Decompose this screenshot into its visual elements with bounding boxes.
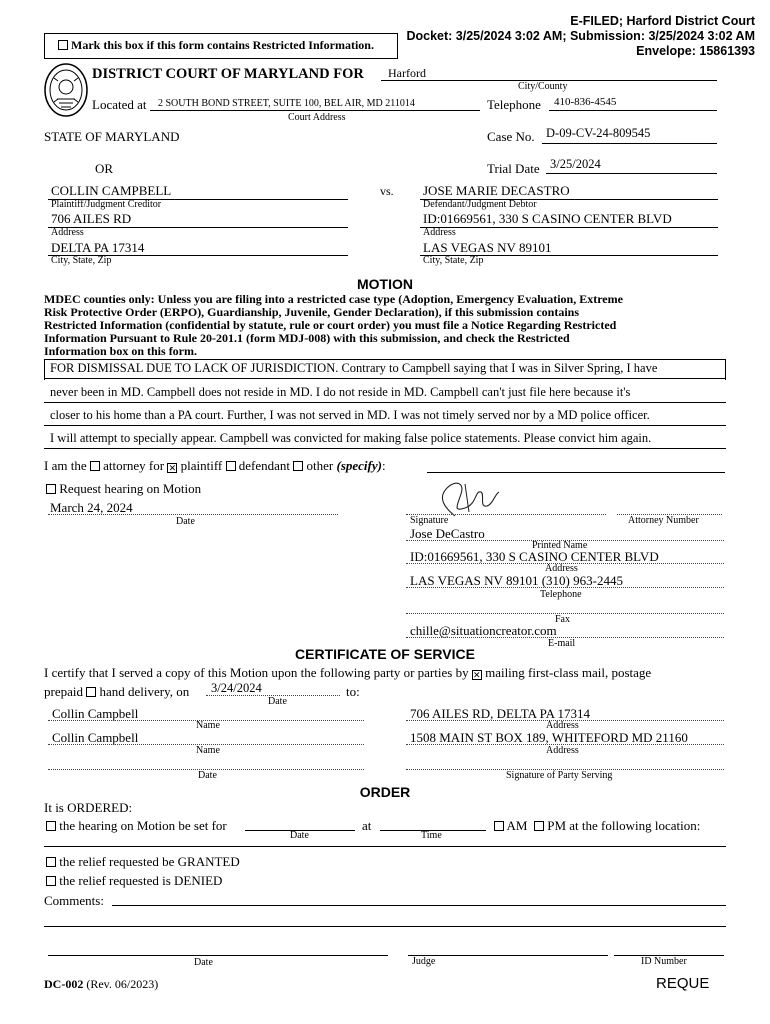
- trial-date-label: Trial Date: [487, 161, 540, 176]
- motion-date[interactable]: March 24, 2024: [50, 500, 133, 515]
- hearing-time-caption: Time: [421, 830, 442, 841]
- granted-checkbox[interactable]: [46, 857, 56, 867]
- attorney-for-label: attorney for: [103, 458, 165, 473]
- form-id: DC-002: [44, 977, 84, 991]
- motion-body-rule-1: [44, 378, 726, 379]
- defendant-address-line: [420, 227, 718, 228]
- case-no[interactable]: D-09-CV-24-809545: [546, 126, 651, 140]
- vs-label: vs.: [380, 184, 394, 198]
- party-role-row: I am the attorney for ✕ plaintiff defendant other (specify):: [44, 458, 386, 474]
- hearing-label: the hearing on Motion be set for: [59, 818, 227, 833]
- telephone-line: [549, 110, 717, 111]
- defendant-city-caption: City, State, Zip: [423, 255, 484, 266]
- hearing-date-caption: Date: [290, 830, 309, 841]
- plaintiff-checkbox[interactable]: ✕: [168, 464, 177, 474]
- mdec-notice-line-3: Restricted Information (confidential by statute, rule or court order) you must file a Notice Regarding Restricted: [44, 318, 617, 332]
- restricted-info-row: [58, 38, 374, 53]
- plaintiff-address-line: [48, 227, 348, 228]
- motion-date-caption: Date: [176, 516, 195, 527]
- state-of-maryland: STATE OF MARYLAND: [44, 129, 180, 144]
- motion-body-line-1[interactable]: FOR DISMISSAL DUE TO LACK OF JURISDICTION. Contrary to Campbell saying that I was in Silver Spring, I have: [50, 361, 658, 375]
- defendant-caption: Defendant/Judgment Debtor: [423, 199, 537, 210]
- hearing-row: [46, 818, 227, 834]
- defendant-name[interactable]: JOSE MARIE DECASTRO: [423, 183, 570, 198]
- motion-body-rule-2: [44, 402, 726, 403]
- motion-body-line-4[interactable]: I will attempt to specially appear. Campbell was convicted for making false police statements. Please convict him again.: [50, 431, 652, 445]
- mdec-notice-line-4: Information Pursuant to Rule 20-201.1 (form MDJ-008) with this submission, and check the Restricted: [44, 331, 570, 345]
- certificate-line-2: [44, 684, 189, 700]
- at-label: at: [362, 818, 372, 833]
- i-am-label: I am the: [44, 458, 87, 473]
- comments-line-2[interactable]: [44, 926, 726, 927]
- signer-email[interactable]: chille@situationcreator.com: [410, 623, 557, 638]
- defendant-address[interactable]: ID:01669561, 330 S CASINO CENTER BLVD: [423, 211, 672, 226]
- plaintiff-address[interactable]: 706 AILES RD: [51, 211, 132, 226]
- ordered-label: It is ORDERED:: [44, 800, 133, 815]
- denied-row: [46, 873, 222, 889]
- defendant-address-caption: Address: [423, 227, 456, 238]
- county-caption: City/County: [518, 81, 568, 92]
- defendant-city[interactable]: LAS VEGAS NV 89101: [423, 240, 552, 255]
- plaintiff-address-caption: Address: [51, 227, 84, 238]
- to-label: to:: [346, 684, 360, 699]
- served-name-2-caption: Name: [196, 745, 220, 756]
- denied-label: the relief requested is DENIED: [59, 873, 223, 888]
- printed-name[interactable]: Jose DeCastro: [410, 526, 485, 541]
- plaintiff-caption: Plaintiff/Judgment Creditor: [51, 199, 162, 210]
- mail-checkbox[interactable]: ✕: [473, 671, 481, 681]
- motion-date-line: [48, 514, 338, 515]
- defendant-checkbox[interactable]: [226, 461, 236, 471]
- efiled-line-3: Envelope: 15861393: [636, 44, 755, 58]
- reque-label: REQUE: [656, 975, 710, 992]
- trial-date[interactable]: 3/25/2024: [550, 157, 601, 171]
- comments-line-1[interactable]: [112, 905, 726, 906]
- motion-body-rule-4: [44, 448, 726, 449]
- efiled-line-1: E-FILED; Harford District Court: [570, 14, 755, 28]
- order-heading: ORDER: [359, 784, 411, 800]
- attorney-checkbox[interactable]: [90, 461, 100, 471]
- other-checkbox[interactable]: [293, 461, 303, 471]
- signer-city-phone[interactable]: LAS VEGAS NV 89101 (310) 963-2445: [410, 573, 623, 588]
- judge-line[interactable]: [408, 955, 608, 956]
- signer-phone-line: [406, 587, 724, 588]
- mail-label: mailing first-class mail, postage: [485, 665, 652, 680]
- certificate-line-1: [44, 665, 651, 681]
- court-address-line: [150, 110, 480, 111]
- order-date-caption: Date: [194, 957, 213, 968]
- court-county[interactable]: Harford: [388, 66, 426, 80]
- motion-heading: MOTION: [357, 276, 413, 292]
- or-label: OR: [95, 161, 114, 176]
- request-hearing-checkbox[interactable]: [46, 484, 56, 494]
- am-label: AM: [506, 818, 528, 833]
- efiled-stamp: [406, 14, 755, 59]
- located-at-label: Located at: [92, 97, 147, 112]
- mdec-notice-line-2: Risk Protective Order (ERPO), Guardianship, Juvenile, Gender Declaration), if this submission contains: [44, 305, 580, 319]
- trial-date-line: [546, 173, 717, 174]
- am-pm-row: [494, 818, 700, 834]
- plaintiff-label: plaintiff: [180, 458, 223, 473]
- mdec-notice: [44, 293, 623, 358]
- efiled-line-2: Docket: 3/25/2024 3:02 AM; Submission: 3/25/2024 3:02 AM: [406, 29, 755, 43]
- telephone-caption: Telephone: [540, 589, 582, 600]
- case-no-label: Case No.: [487, 129, 535, 144]
- form-footer: [44, 977, 158, 992]
- request-hearing-label: Request hearing on Motion: [59, 481, 202, 496]
- form-revision: (Rev. 06/2023): [86, 977, 159, 991]
- pm-label: PM at the following location:: [547, 818, 701, 833]
- motion-body-line-2[interactable]: never been in MD. Campbell does not reside in MD. I do not reside in MD. Campbell can't just file here because it's: [50, 385, 631, 399]
- order-date-line[interactable]: [48, 955, 388, 956]
- service-date[interactable]: 3/24/2024: [211, 681, 262, 695]
- fax-caption: Fax: [555, 614, 570, 625]
- mdec-notice-line-1: MDEC counties only: Unless you are filing into a restricted case type (Adoption, Emergency Evaluation, Extreme: [44, 292, 623, 306]
- judge-id-caption: ID Number: [641, 956, 687, 967]
- court-telephone[interactable]: 410-836-4545: [554, 96, 617, 108]
- plaintiff-name[interactable]: COLLIN CAMPBELL: [51, 183, 172, 198]
- granted-label: the relief requested be GRANTED: [59, 854, 240, 869]
- attorney-number-caption: Attorney Number: [628, 515, 699, 526]
- served-address-2[interactable]: 1508 MAIN ST BOX 189, WHITEFORD MD 21160: [410, 730, 688, 745]
- telephone-label: Telephone: [487, 97, 541, 112]
- motion-body-rule-3: [44, 425, 726, 426]
- specify-label: (specify): [336, 458, 382, 473]
- defendant-label: defendant: [238, 458, 291, 473]
- hand-delivery-checkbox[interactable]: [86, 687, 96, 697]
- motion-body-line-3[interactable]: closer to his home than a PA court. Further, I was not served in MD. I was not timely served nor by a MD police officer.: [50, 408, 650, 422]
- case-no-line: [542, 143, 717, 144]
- certificate-date-caption: Date: [198, 770, 217, 781]
- restricted-info-label: Mark this box if this form contains Restricted Information.: [71, 38, 374, 52]
- request-hearing-row: [46, 481, 201, 497]
- granted-row: [46, 854, 240, 870]
- comments-label: Comments:: [44, 893, 104, 908]
- plaintiff-city[interactable]: DELTA PA 17314: [51, 240, 145, 255]
- court-address-caption: Court Address: [288, 112, 346, 123]
- signer-address-caption: Address: [545, 563, 578, 574]
- court-title: DISTRICT COURT OF MARYLAND FOR: [92, 66, 364, 82]
- signature-caption: Signature: [410, 515, 449, 526]
- service-date-caption: Date: [268, 696, 287, 707]
- prepaid-label: prepaid: [44, 684, 83, 699]
- email-caption: E-mail: [548, 638, 576, 649]
- hearing-checkbox[interactable]: [46, 821, 56, 831]
- denied-checkbox[interactable]: [46, 876, 56, 886]
- other-label: other: [306, 458, 334, 473]
- served-name-1-caption: Name: [196, 720, 220, 731]
- hand-delivery-label: hand delivery, on: [99, 684, 190, 699]
- mdec-notice-line-5: Information box on this form.: [44, 344, 198, 358]
- served-address-1-caption: Address: [546, 720, 579, 731]
- served-address-1[interactable]: 706 AILES RD, DELTA PA 17314: [410, 706, 591, 721]
- pm-checkbox[interactable]: [534, 821, 544, 831]
- party-serving-signature-caption: Signature of Party Serving: [506, 770, 613, 781]
- served-name-2[interactable]: Collin Campbell: [52, 730, 139, 745]
- signer-address[interactable]: ID:01669561, 330 S CASINO CENTER BLVD: [410, 549, 659, 564]
- certificate-text-1: I certify that I served a copy of this Motion upon the following party or parties by: [44, 665, 469, 680]
- judge-caption: Judge: [412, 956, 436, 967]
- location-line[interactable]: [44, 846, 726, 847]
- court-address[interactable]: 2 SOUTH BOND STREET, SUITE 100, BEL AIR, MD 211014: [158, 98, 415, 109]
- specify-line[interactable]: [427, 472, 725, 473]
- plaintiff-city-caption: City, State, Zip: [51, 255, 112, 266]
- court-seal-icon: [44, 63, 88, 117]
- served-address-2-caption: Address: [546, 745, 579, 756]
- am-checkbox[interactable]: [494, 821, 504, 831]
- served-name-1[interactable]: Collin Campbell: [52, 706, 139, 721]
- printed-name-caption: Printed Name: [532, 540, 588, 551]
- certificate-heading: CERTIFICATE OF SERVICE: [295, 646, 475, 662]
- restricted-info-checkbox[interactable]: [58, 40, 68, 50]
